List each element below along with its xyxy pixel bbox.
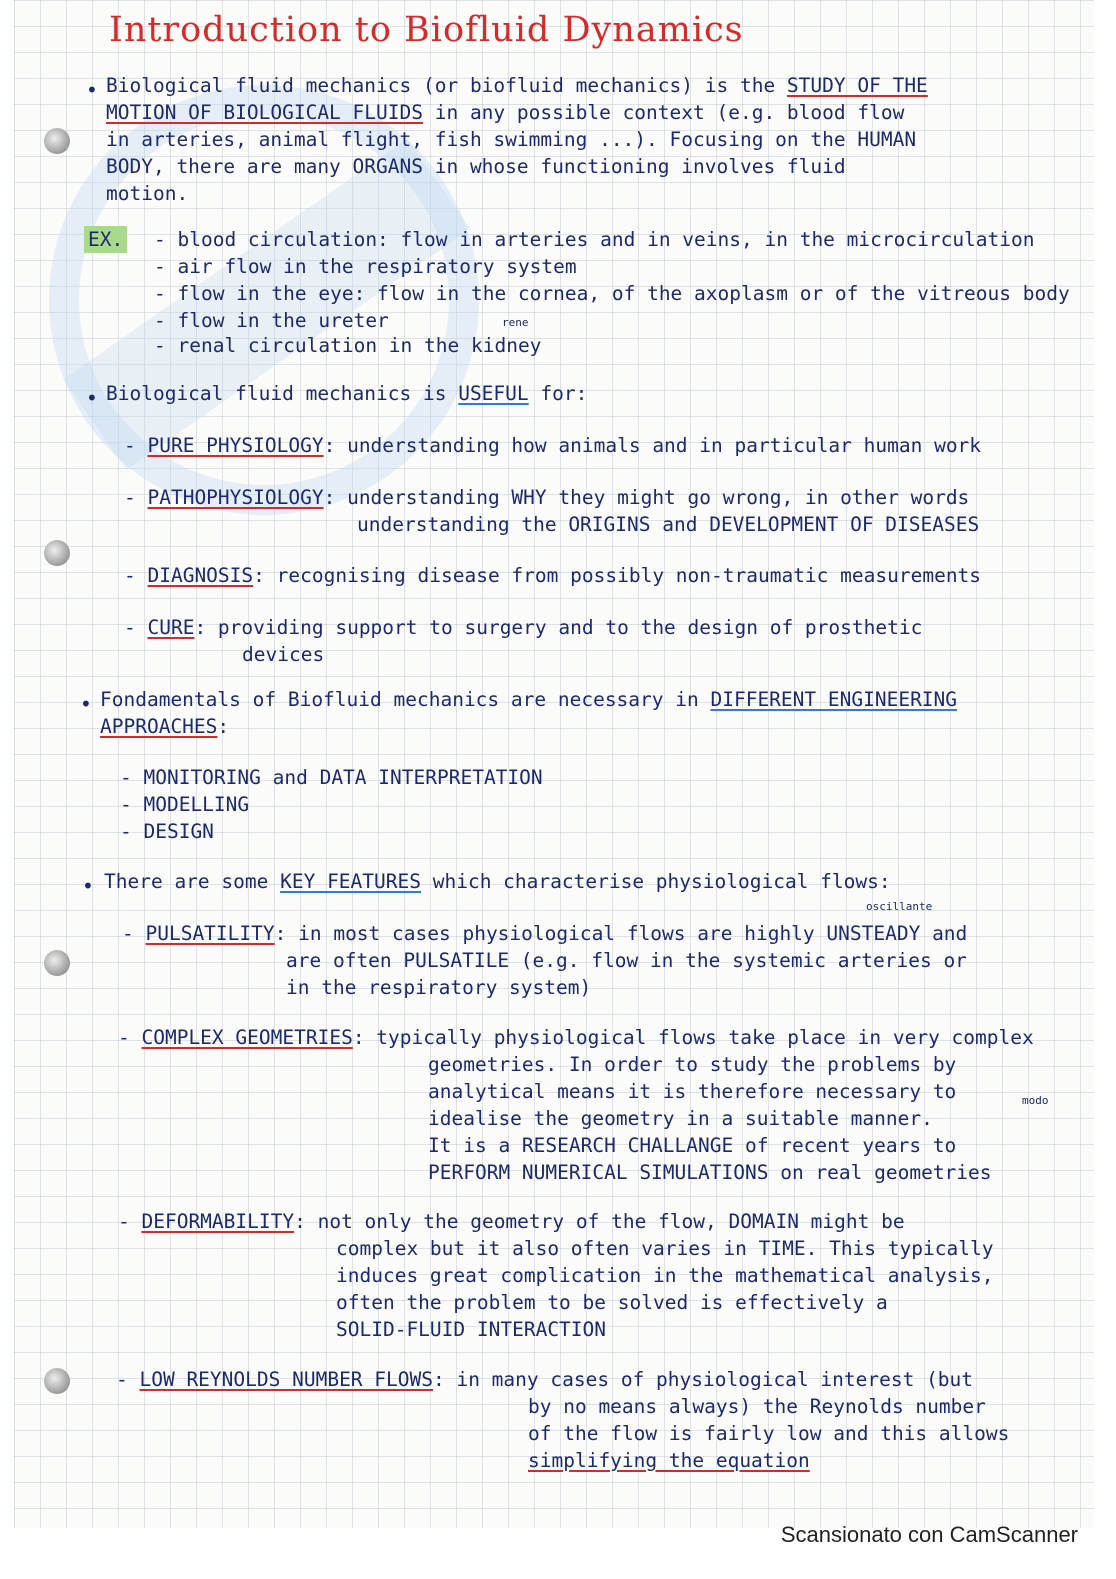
use-cure: - CURE: providing support to surgery and to the design of prosthetic [124,616,923,639]
feature-line: It is a RESEARCH CHALLANGE of recent years to [428,1134,957,1157]
feature-line: idealise the geometry in a suitable manner. [428,1107,933,1130]
p1-line-2: MOTION OF BIOLOGICAL FLUIDS in any possible context (e.g. blood flow [106,101,905,124]
ex-item: - flow in the ureter [154,309,389,332]
p1-line-1: Biological fluid mechanics (or biofluid mechanics) is the STUDY OF THE [106,74,928,97]
ex-item: - air flow in the respiratory system [154,255,577,278]
p1-line-3: in arteries, animal flight, fish swimming ...). Focusing on the HUMAN [106,128,917,151]
fund-item: - MONITORING and DATA INTERPRETATION [120,766,543,789]
feature-line: analytical means it is therefore necessary to [428,1080,957,1103]
fund-item: - MODELLING [120,793,250,816]
feature-line: complex but it also often varies in TIME. This typically [336,1237,994,1260]
ex-label: EX. [84,226,127,253]
useful-heading: Biological fluid mechanics is USEFUL for: [106,382,588,405]
feature-line: are often PULSATILE (e.g. flow in the systemic arteries or [286,949,967,972]
feature-line: simplifying the equation [528,1449,810,1472]
use-pathophysiology: - PATHOPHYSIOLOGY: understanding WHY they might go wrong, in other words [124,486,970,509]
binder-hole [44,1368,70,1394]
feature-low-reynolds: - LOW REYNOLDS NUMBER FLOWS: in many cases of physiological interest (but [116,1368,974,1391]
use-diagnosis: - DIAGNOSIS: recognising disease from possibly non-traumatic measurements [124,564,982,587]
use-cure-line-2: devices [242,643,325,666]
binder-hole [44,950,70,976]
ex-item: - blood circulation: flow in arteries and in veins, in the microcirculation [154,228,1035,251]
feature-line: geometries. In order to study the problems by [428,1053,957,1076]
use-pathophysiology-line-2: understanding the ORIGINS and DEVELOPMENT OF DISEASES [357,513,980,536]
p1-line-4: BODY, there are many ORGANS in whose functioning involves fluid [106,155,846,178]
annotation-rene: rene [502,316,529,329]
feature-line: induces great complication in the mathematical analysis, [336,1264,994,1287]
feature-line: SOLID-FLUID INTERACTION [336,1318,607,1341]
feature-line: PERFORM NUMERICAL SIMULATIONS on real geometries [428,1161,992,1184]
bullet: • [86,386,98,410]
feature-complex-geometries: - COMPLEX GEOMETRIES: typically physiological flows take place in very complex [118,1026,1034,1049]
scanner-footer: Scansionato con CamScanner [780,1522,1078,1547]
fund-line-1: Fondamentals of Biofluid mechanics are necessary in DIFFERENT ENGINEERING [100,688,958,711]
key-heading: There are some KEY FEATURES which characterise physiological flows: [104,870,891,893]
ex-item: - flow in the eye: flow in the cornea, of the axoplasm or of the vitreous body [154,282,1070,305]
fund-line-2: APPROACHES: [100,715,230,738]
ex-item: - renal circulation in the kidney [154,334,542,357]
annotation-modo: modo [1022,1094,1049,1107]
feature-line: in the respiratory system) [286,976,592,999]
feature-pulsatility: - PULSATILITY: in most cases physiological flows are highly UNSTEADY and [122,922,968,945]
binder-hole [44,540,70,566]
annotation-oscillante: oscillante [866,900,933,913]
p1-line-5: motion. [106,182,189,205]
bullet: • [80,692,92,716]
binder-hole [44,128,70,154]
notebook-page [14,0,1094,1528]
feature-line: of the flow is fairly low and this allows [528,1422,1010,1445]
bullet: • [86,78,98,102]
page-title: Introduction to Biofluid Dynamics [109,10,744,50]
feature-line: by no means always) the Reynolds number [528,1395,986,1418]
bullet: • [82,874,94,898]
feature-deformability: - DEFORMABILITY: not only the geometry of the flow, DOMAIN might be [118,1210,905,1233]
fund-item: - DESIGN [120,820,214,843]
use-pure-physiology: - PURE PHYSIOLOGY: understanding how animals and in particular human work [124,434,982,457]
feature-line: often the problem to be solved is effectively a [336,1291,888,1314]
